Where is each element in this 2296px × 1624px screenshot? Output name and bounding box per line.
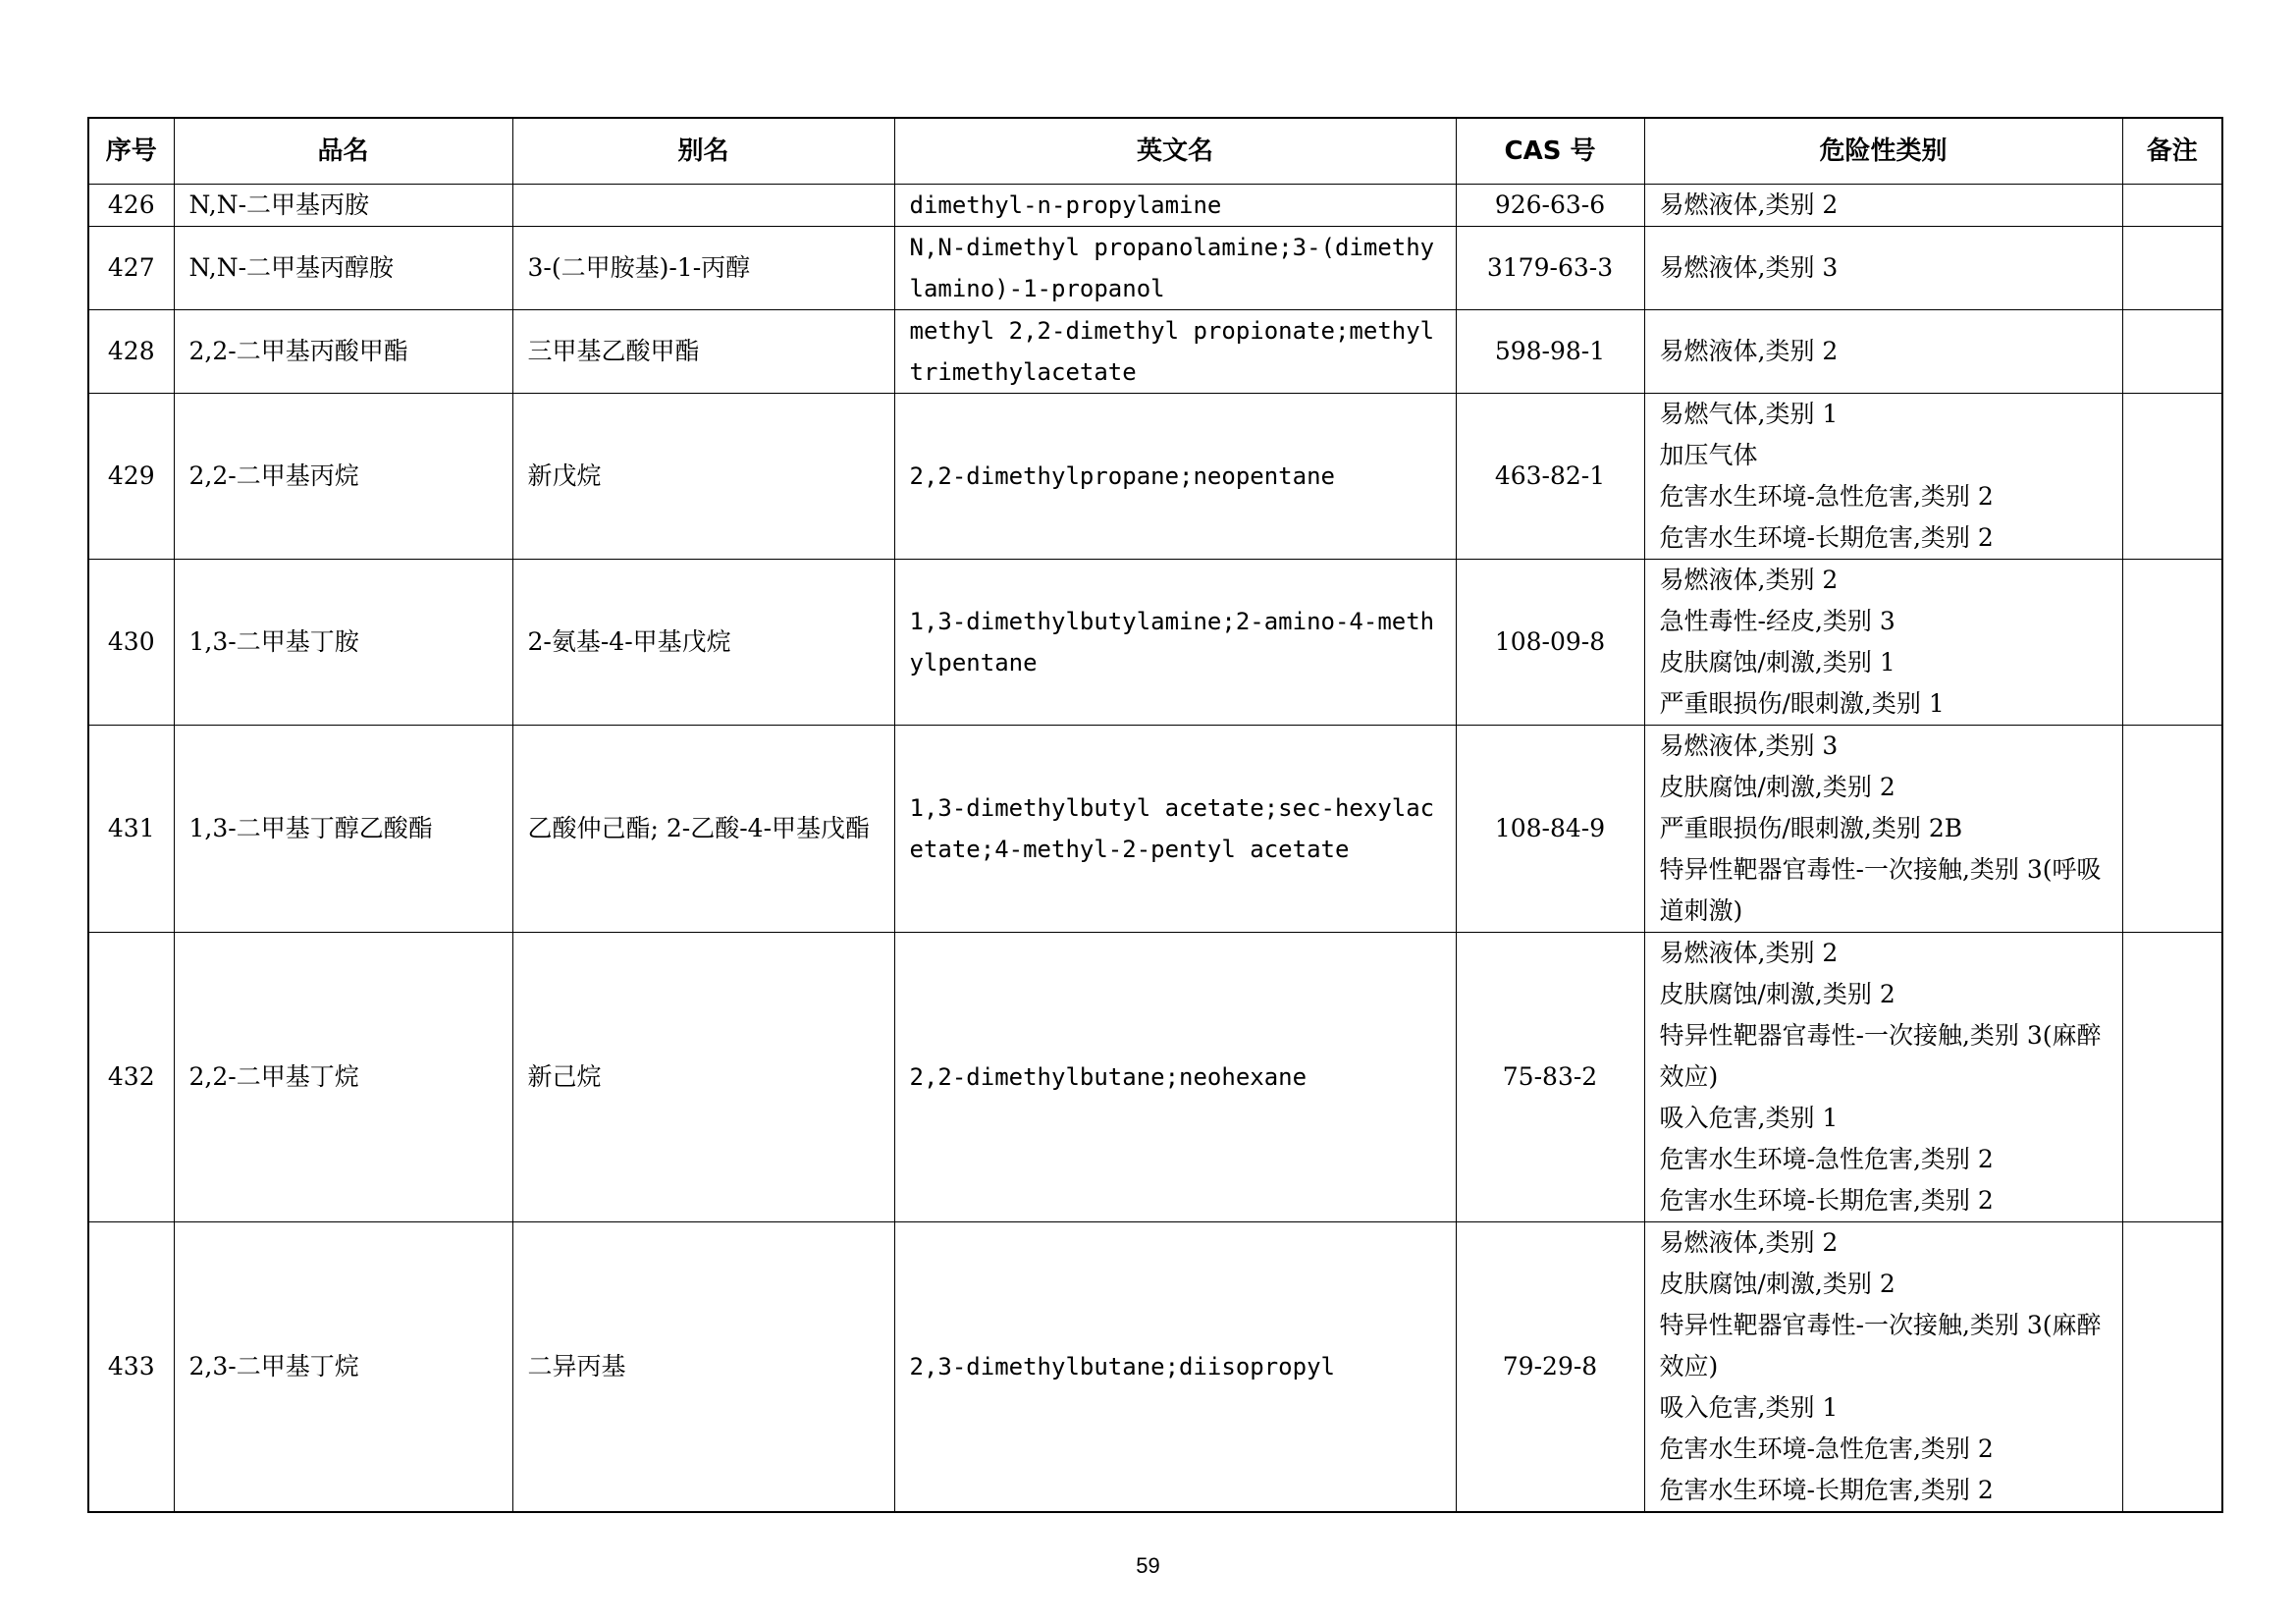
cell-alias: 新己烷: [512, 933, 894, 1222]
cell-hazard: [1644, 394, 2122, 560]
hazard-line: 易燃液体,类别 3: [1659, 731, 1839, 760]
cell-name: N,N-二甲基丙胺: [174, 185, 512, 227]
header-hazard: 危险性类别: [1644, 118, 2122, 185]
cell-english: 2,3-dimethylbutane;diisopropyl: [894, 1222, 1456, 1513]
cell-hazard: [1644, 933, 2122, 1222]
table-row: [88, 933, 2222, 1222]
header-english: 英文名: [894, 118, 1456, 185]
hazard-line: 吸入危害,类别 1: [1659, 1393, 1839, 1422]
cell-note: [2122, 227, 2222, 310]
table-row: [88, 560, 2222, 726]
cell-hazard: [1644, 185, 2122, 227]
chemical-table: [87, 117, 2223, 1513]
hazard-line: 易燃液体,类别 2: [1659, 337, 1839, 365]
cell-hazard: [1644, 1222, 2122, 1513]
hazard-line: 皮肤腐蚀/刺激,类别 2: [1659, 1270, 1896, 1298]
cell-alias: 乙酸仲己酯; 2-乙酸-4-甲基戊酯: [512, 726, 894, 933]
cell-alias: 新戊烷: [512, 394, 894, 560]
hazard-line: 易燃液体,类别 2: [1659, 939, 1839, 967]
cell-cas: 926-63-6: [1456, 185, 1644, 227]
cell-alias: [512, 185, 894, 227]
hazard-line: 加压气体: [1659, 441, 1758, 469]
cell-english: N,N-dimethyl propanolamine;3-(dimethylamino)-1-propanol: [894, 227, 1456, 310]
hazard-line: 吸入危害,类别 1: [1659, 1104, 1839, 1132]
hazard-line: 皮肤腐蚀/刺激,类别 2: [1659, 980, 1896, 1008]
cell-no: 427: [88, 227, 174, 310]
hazard-line: 严重眼损伤/眼刺激,类别 1: [1659, 689, 1945, 718]
hazard-line: 易燃气体,类别 1: [1659, 400, 1839, 428]
hazard-line: 易燃液体,类别 3: [1659, 253, 1839, 282]
cell-note: [2122, 310, 2222, 394]
hazard-line: 危害水生环境-长期危害,类别 2: [1659, 1476, 1994, 1504]
hazard-line: 易燃液体,类别 2: [1659, 566, 1839, 594]
cell-name: 2,3-二甲基丁烷: [174, 1222, 512, 1513]
header-no: 序号: [88, 118, 174, 185]
hazard-line: 易燃液体,类别 2: [1659, 1228, 1839, 1257]
header-cas: CAS 号: [1456, 118, 1644, 185]
cell-cas: 598-98-1: [1456, 310, 1644, 394]
cell-no: 428: [88, 310, 174, 394]
cell-no: 433: [88, 1222, 174, 1513]
page-number: 59: [1136, 1553, 1160, 1578]
cell-english: dimethyl-n-propylamine: [894, 185, 1456, 227]
cell-name: N,N-二甲基丙醇胺: [174, 227, 512, 310]
cell-note: [2122, 185, 2222, 227]
cell-hazard: [1644, 310, 2122, 394]
cell-no: 429: [88, 394, 174, 560]
table-row: [88, 726, 2222, 933]
hazard-line: 特异性靶器官毒性-一次接触,类别 3(麻醉效应): [1659, 1021, 2102, 1091]
hazard-line: 皮肤腐蚀/刺激,类别 1: [1659, 648, 1896, 677]
cell-no: 432: [88, 933, 174, 1222]
cell-cas: 108-84-9: [1456, 726, 1644, 933]
hazard-line: 皮肤腐蚀/刺激,类别 2: [1659, 773, 1896, 801]
cell-name: 1,3-二甲基丁胺: [174, 560, 512, 726]
table-body: [88, 185, 2222, 1513]
cell-english: methyl 2,2-dimethyl propionate;methyl trimethylacetate: [894, 310, 1456, 394]
cell-cas: 463-82-1: [1456, 394, 1644, 560]
cell-alias: 2-氨基-4-甲基戊烷: [512, 560, 894, 726]
cell-hazard: [1644, 227, 2122, 310]
hazard-line: 严重眼损伤/眼刺激,类别 2B: [1659, 814, 1963, 842]
header-name: 品名: [174, 118, 512, 185]
table-row: [88, 1222, 2222, 1513]
cell-hazard: [1644, 726, 2122, 933]
cell-note: [2122, 394, 2222, 560]
cell-cas: 108-09-8: [1456, 560, 1644, 726]
cell-note: [2122, 933, 2222, 1222]
hazard-line: 危害水生环境-急性危害,类别 2: [1659, 1435, 1994, 1463]
hazard-line: 特异性靶器官毒性-一次接触,类别 3(呼吸道刺激): [1659, 855, 2102, 925]
header-alias: 别名: [512, 118, 894, 185]
cell-note: [2122, 560, 2222, 726]
table-row: [88, 394, 2222, 560]
cell-name: 1,3-二甲基丁醇乙酸酯: [174, 726, 512, 933]
cell-alias: 三甲基乙酸甲酯: [512, 310, 894, 394]
cell-cas: 3179-63-3: [1456, 227, 1644, 310]
hazard-line: 易燃液体,类别 2: [1659, 190, 1839, 219]
hazard-line: 危害水生环境-急性危害,类别 2: [1659, 1145, 1994, 1173]
header-note: 备注: [2122, 118, 2222, 185]
cell-no: 426: [88, 185, 174, 227]
cell-no: 431: [88, 726, 174, 933]
hazard-line: 危害水生环境-长期危害,类别 2: [1659, 1186, 1994, 1215]
hazard-line: 急性毒性-经皮,类别 3: [1659, 607, 1896, 635]
hazard-line: 危害水生环境-急性危害,类别 2: [1659, 482, 1994, 511]
cell-alias: 二异丙基: [512, 1222, 894, 1513]
cell-hazard: [1644, 560, 2122, 726]
cell-cas: 79-29-8: [1456, 1222, 1644, 1513]
cell-name: 2,2-二甲基丙酸甲酯: [174, 310, 512, 394]
table-row: [88, 227, 2222, 310]
cell-english: 1,3-dimethylbutyl acetate;sec-hexylacetate;4-methyl-2-pentyl acetate: [894, 726, 1456, 933]
cell-note: [2122, 1222, 2222, 1513]
cell-name: 2,2-二甲基丁烷: [174, 933, 512, 1222]
header-row: [88, 118, 2222, 185]
hazard-line: 特异性靶器官毒性-一次接触,类别 3(麻醉效应): [1659, 1311, 2102, 1380]
table-row: [88, 185, 2222, 227]
cell-note: [2122, 726, 2222, 933]
cell-english: 2,2-dimethylbutane;neohexane: [894, 933, 1456, 1222]
table-row: [88, 310, 2222, 394]
hazard-line: 危害水生环境-长期危害,类别 2: [1659, 523, 1994, 552]
cell-english: 1,3-dimethylbutylamine;2-amino-4-methylpentane: [894, 560, 1456, 726]
cell-english: 2,2-dimethylpropane;neopentane: [894, 394, 1456, 560]
cell-name: 2,2-二甲基丙烷: [174, 394, 512, 560]
cell-no: 430: [88, 560, 174, 726]
cell-cas: 75-83-2: [1456, 933, 1644, 1222]
cell-alias: 3-(二甲胺基)-1-丙醇: [512, 227, 894, 310]
